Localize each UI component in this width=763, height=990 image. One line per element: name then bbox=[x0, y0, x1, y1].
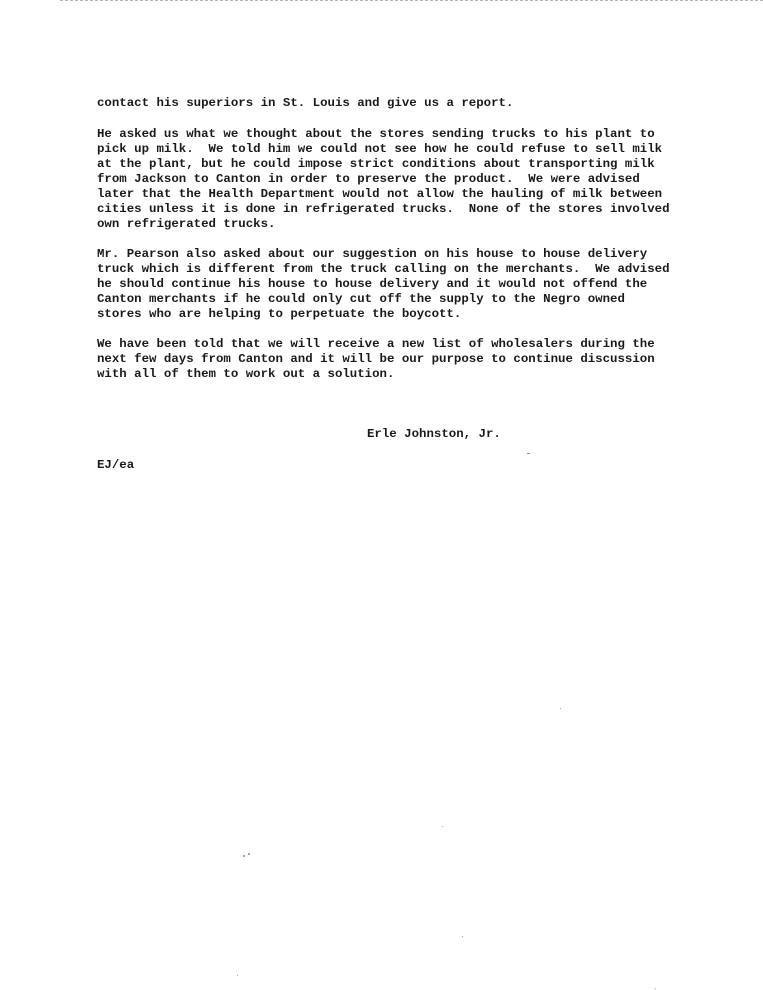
paragraph-2-line-5: later that the Health Department would not allow the hauling of milk between bbox=[97, 187, 663, 201]
paragraph-2-line-4: from Jackson to Canton in order to preserve the product. We were advised bbox=[97, 172, 640, 186]
typist-initials: EJ/ea bbox=[97, 458, 135, 472]
scan-speck bbox=[442, 826, 443, 827]
paragraph-4-line-3: with all of them to work out a solution. bbox=[97, 367, 395, 381]
paragraph-2-line-2: pick up milk. We told him we could not see how he could refuse to sell milk bbox=[97, 142, 663, 156]
paragraph-4-line-2: next few days from Canton and it will be our purpose to continue discussion bbox=[97, 352, 655, 366]
paragraph-3-line-5: stores who are helping to perpetuate the boycott. bbox=[97, 307, 462, 321]
signature: Erle Johnston, Jr. bbox=[367, 427, 501, 441]
scan-speck bbox=[243, 855, 245, 857]
scan-speck bbox=[655, 988, 656, 989]
scan-speck bbox=[527, 453, 530, 454]
paragraph-3-line-3: he should continue his house to house delivery and it would not offend the bbox=[97, 277, 648, 291]
scan-speck bbox=[462, 936, 463, 937]
paragraph-3-line-2: truck which is different from the truck calling on the merchants. We advised bbox=[97, 262, 670, 276]
paragraph-2-line-1: He asked us what we thought about the stores sending trucks to his plant to bbox=[97, 127, 655, 141]
paragraph-2-line-3: at the plant, but he could impose strict conditions about transporting milk bbox=[97, 157, 655, 171]
paragraph-3-line-4: Canton merchants if he could only cut off the supply to the Negro owned bbox=[97, 292, 625, 306]
scan-speck bbox=[237, 975, 238, 976]
paragraph-1-line-1: contact his superiors in St. Louis and give us a report. bbox=[97, 96, 514, 110]
paragraph-2-line-7: own refrigerated trucks. bbox=[97, 217, 276, 231]
page-top-edge bbox=[60, 0, 763, 4]
scan-speck bbox=[560, 708, 561, 709]
scan-speck bbox=[248, 853, 250, 855]
paragraph-4-line-1: We have been told that we will receive a new list of wholesalers during the bbox=[97, 337, 655, 351]
paragraph-3-line-1: Mr. Pearson also asked about our suggestion on his house to house delivery bbox=[97, 247, 648, 261]
paragraph-2-line-6: cities unless it is done in refrigerated trucks. None of the stores involved bbox=[97, 202, 670, 216]
